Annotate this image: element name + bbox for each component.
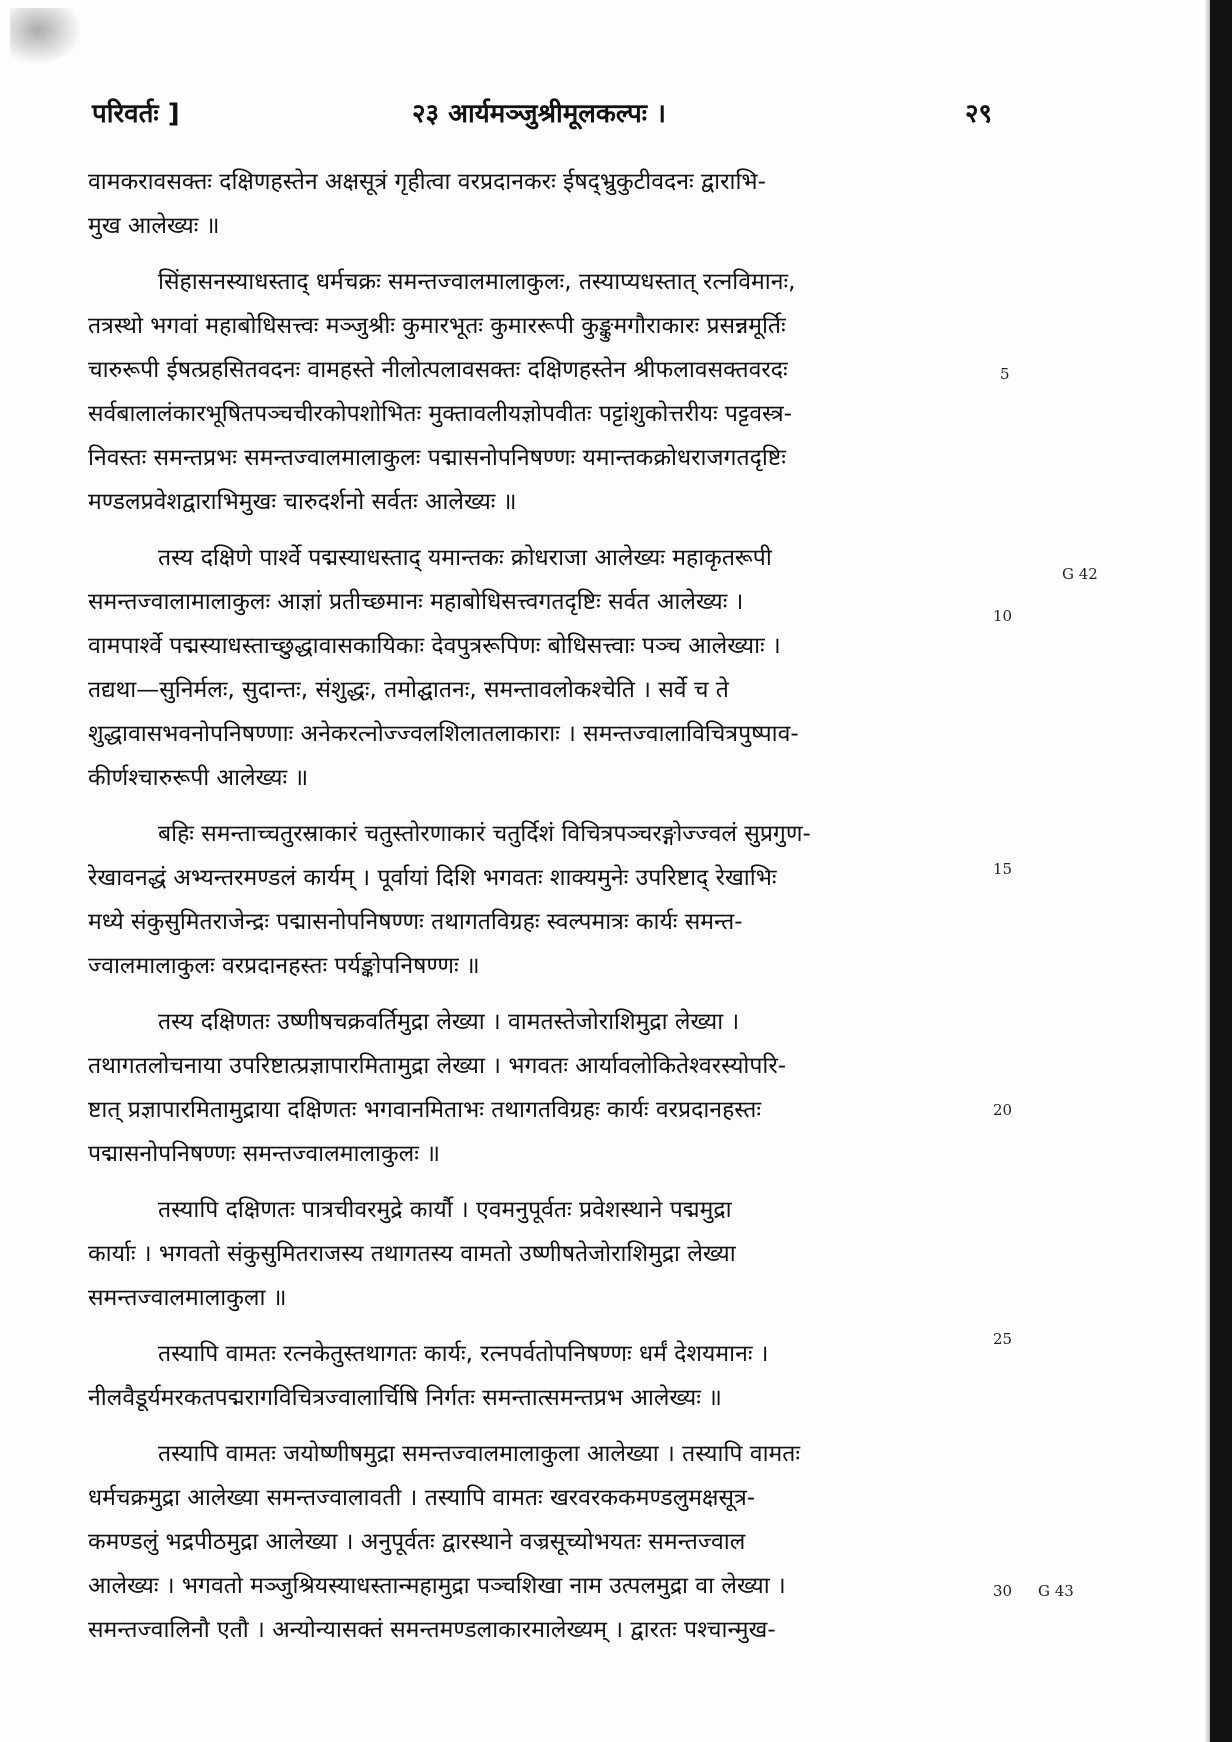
text-line: बहिः समन्ताच्चतुरस्राकारं चतुस्तोरणाकारं चतुर्दिशं विचित्रपञ्चरङ्गोज्ज्वलं सुप्रगुण- xyxy=(158,821,811,847)
header-title: २३ आर्यमञ्जुश्रीमूलकल्पः । xyxy=(412,99,666,129)
margin-ref-g42: G 42 xyxy=(1062,565,1098,583)
text-line: सर्वबालालंकारभूषितपञ्चचीरकोपशोभितः मुक्तावलीयज्ञोपवीतः पट्टांशुकोत्तरीयः पट्टवस्त्र- xyxy=(88,401,792,427)
text-line: मुख आलेख्यः ॥ xyxy=(88,213,220,239)
text-line: कार्याः । भगवतो संकुसुमितराजस्य तथागतस्य वामतो उष्णीषतेजोराशिमुद्रा लेख्या xyxy=(88,1241,736,1267)
line-number-30: 30 xyxy=(993,1582,1013,1600)
text-line: वामकरावसक्तः दक्षिणहस्तेन अक्षसूत्रं गृहीत्वा वरप्रदानकरः ईषद्भ्रुकुटीवदनः द्वाराभि- xyxy=(88,169,766,195)
text-line: कमण्डलुं भद्रपीठमुद्रा आलेख्या । अनुपूर्वतः द्वारस्थाने वज्रसूच्योभयतः समन्तज्वाल xyxy=(88,1529,746,1555)
line-number-10: 10 xyxy=(993,607,1013,625)
text-line: नीलवैडूर्यमरकतपद्मरागविचित्रज्वालार्चिषि निर्गतः समन्तात्समन्तप्रभ आलेख्यः ॥ xyxy=(88,1385,722,1411)
paragraph-1 xyxy=(88,160,988,248)
text-line: तस्य दक्षिणतः उष्णीषचक्रवर्तिमुद्रा लेख्या । वामतस्तेजोराशिमुद्रा लेख्या । xyxy=(158,1009,740,1035)
text-line: तस्य दक्षिणे पार्श्वे पद्मस्याधस्ताद् यमान्तकः क्रोधराजा आलेख्यः महाकृतरूपी xyxy=(158,545,772,571)
text-line: तथागतलोचनाया उपरिष्टात्प्रज्ञापारमितामुद्रा लेख्या । भगवतः आर्यावलोकितेश्वरस्योपरि- xyxy=(88,1053,787,1079)
line-number-20: 20 xyxy=(993,1101,1013,1119)
text-line: निवस्तः समन्तप्रभः समन्तज्वालमालाकुलः पद्मासनोपनिषण्णः यमान्तकक्रोधराजगतदृष्टिः xyxy=(88,445,786,471)
header-page-number: २९ xyxy=(964,99,992,129)
paragraph-2 xyxy=(88,260,988,524)
text-line: ष्टात् प्रज्ञापारमितामुद्राया दक्षिणतः भगवानमिताभः तथागतविग्रहः कार्यः वरप्रदानहस्तः xyxy=(88,1097,761,1123)
paragraph-7 xyxy=(88,1332,988,1420)
paragraph-4 xyxy=(88,812,988,988)
text-line: मण्डलप्रवेशद्वाराभिमुखः चारुदर्शनो सर्वतः आलेख्यः ॥ xyxy=(88,489,517,515)
text-line: समन्तज्वालमालाकुला ॥ xyxy=(88,1285,287,1311)
line-number-5: 5 xyxy=(1000,365,1010,383)
text-line: ज्वालमालाकुलः वरप्रदानहस्तः पर्यङ्कोपनिषण्णः ॥ xyxy=(88,953,480,979)
paragraph-5 xyxy=(88,1000,988,1176)
text-line: तस्यापि दक्षिणतः पात्रचीवरमुद्रे कार्यौ । एवमनुपूर्वतः प्रवेशस्थाने पद्ममुद्रा xyxy=(158,1197,732,1223)
text-line: रेखावनद्धं अभ्यन्तरमण्डलं कार्यम् । पूर्वायां दिशि भगवतः शाक्यमुनेः उपरिष्टाद् रेखाभिः xyxy=(88,865,777,891)
paragraph-8 xyxy=(88,1432,988,1652)
text-line: धर्मचक्रमुद्रा आलेख्या समन्तज्वालावती । तस्यापि वामतः खरवरककमण्डलुमक्षसूत्र- xyxy=(88,1485,756,1511)
text-line: पद्मासनोपनिषण्णः समन्तज्वालमालाकुलः ॥ xyxy=(88,1141,440,1167)
line-number-15: 15 xyxy=(993,860,1013,878)
text-line: तद्यथा—सुनिर्मलः, सुदान्तः, संशुद्धः, तमोद्घातनः, समन्तावलोकश्चेति । सर्वे च ते xyxy=(88,677,729,703)
text-line: सिंहासनस्याधस्ताद् धर्मचक्रः समन्तज्वालमालाकुलः, तस्याप्यधस्तात् रत्नविमानः, xyxy=(158,269,796,295)
text-line: समन्तज्वालिनौ एतौ । अन्योन्यासक्तं समन्तमण्डलाकारमालेख्यम् । द्वारतः पश्चान्मुख- xyxy=(88,1617,776,1643)
text-line: मध्ये संकुसुमितराजेन्द्रः पद्मासनोपनिषण्णः तथागतविग्रहः स्वल्पमात्रः कार्यः समन्त- xyxy=(88,909,743,935)
paragraph-6 xyxy=(88,1188,988,1320)
header-chapter: परिवर्तः ] xyxy=(92,99,180,129)
text-line: समन्तज्वालामालाकुलः आज्ञां प्रतीच्छमानः महाबोधिसत्त्वगतदृष्टिः सर्वत आलेख्यः । xyxy=(88,589,744,615)
text-line: तस्यापि वामतः जयोष्णीषमुद्रा समन्तज्वालमालाकुला आलेख्या । तस्यापि वामतः xyxy=(158,1441,801,1467)
corner-smudge xyxy=(10,8,80,63)
text-line: तत्रस्थो भगवां महाबोधिसत्त्वः मञ्जुश्रीः कुमारभूतः कुमाररूपी कुङ्कुमगौराकारः प्रसन्नमूर्तिः xyxy=(88,313,786,339)
running-header xyxy=(92,94,1012,134)
text-line: कीर्णश्चारुरूपी आलेख्यः ॥ xyxy=(88,765,309,791)
margin-ref-g43: G 43 xyxy=(1038,1582,1074,1600)
text-line: चारुरूपी ईषत्प्रहसितवदनः वामहस्ते नीलोत्पलावसक्तः दक्षिणहस्तेन श्रीफलावसक्तवरदः xyxy=(88,357,788,383)
text-line: आलेख्यः । भगवतो मञ्जुश्रियस्याधस्तान्महामुद्रा पञ्चशिखा नाम उत्पलमुद्रा वा लेख्या । xyxy=(88,1573,786,1599)
text-line: शुद्धावासभवनोपनिषण्णाः अनेकरत्नोज्ज्वलशिलातलाकाराः । समन्तज्वालाविचित्रपुष्पाव- xyxy=(88,721,799,747)
body-text xyxy=(88,160,988,1652)
paragraph-3 xyxy=(88,536,988,800)
book-spine xyxy=(1210,0,1232,1742)
text-line: तस्यापि वामतः रत्नकेतुस्तथागतः कार्यः, रत्नपर्वतोपनिषण्णः धर्मं देशयमानः । xyxy=(158,1341,769,1367)
line-number-25: 25 xyxy=(993,1330,1013,1348)
text-line: वामपार्श्वे पद्मस्याधस्ताच्छुद्धावासकायिकाः देवपुत्ररूपिणः बोधिसत्त्वाः पञ्च आलेख्याः । xyxy=(88,633,781,659)
